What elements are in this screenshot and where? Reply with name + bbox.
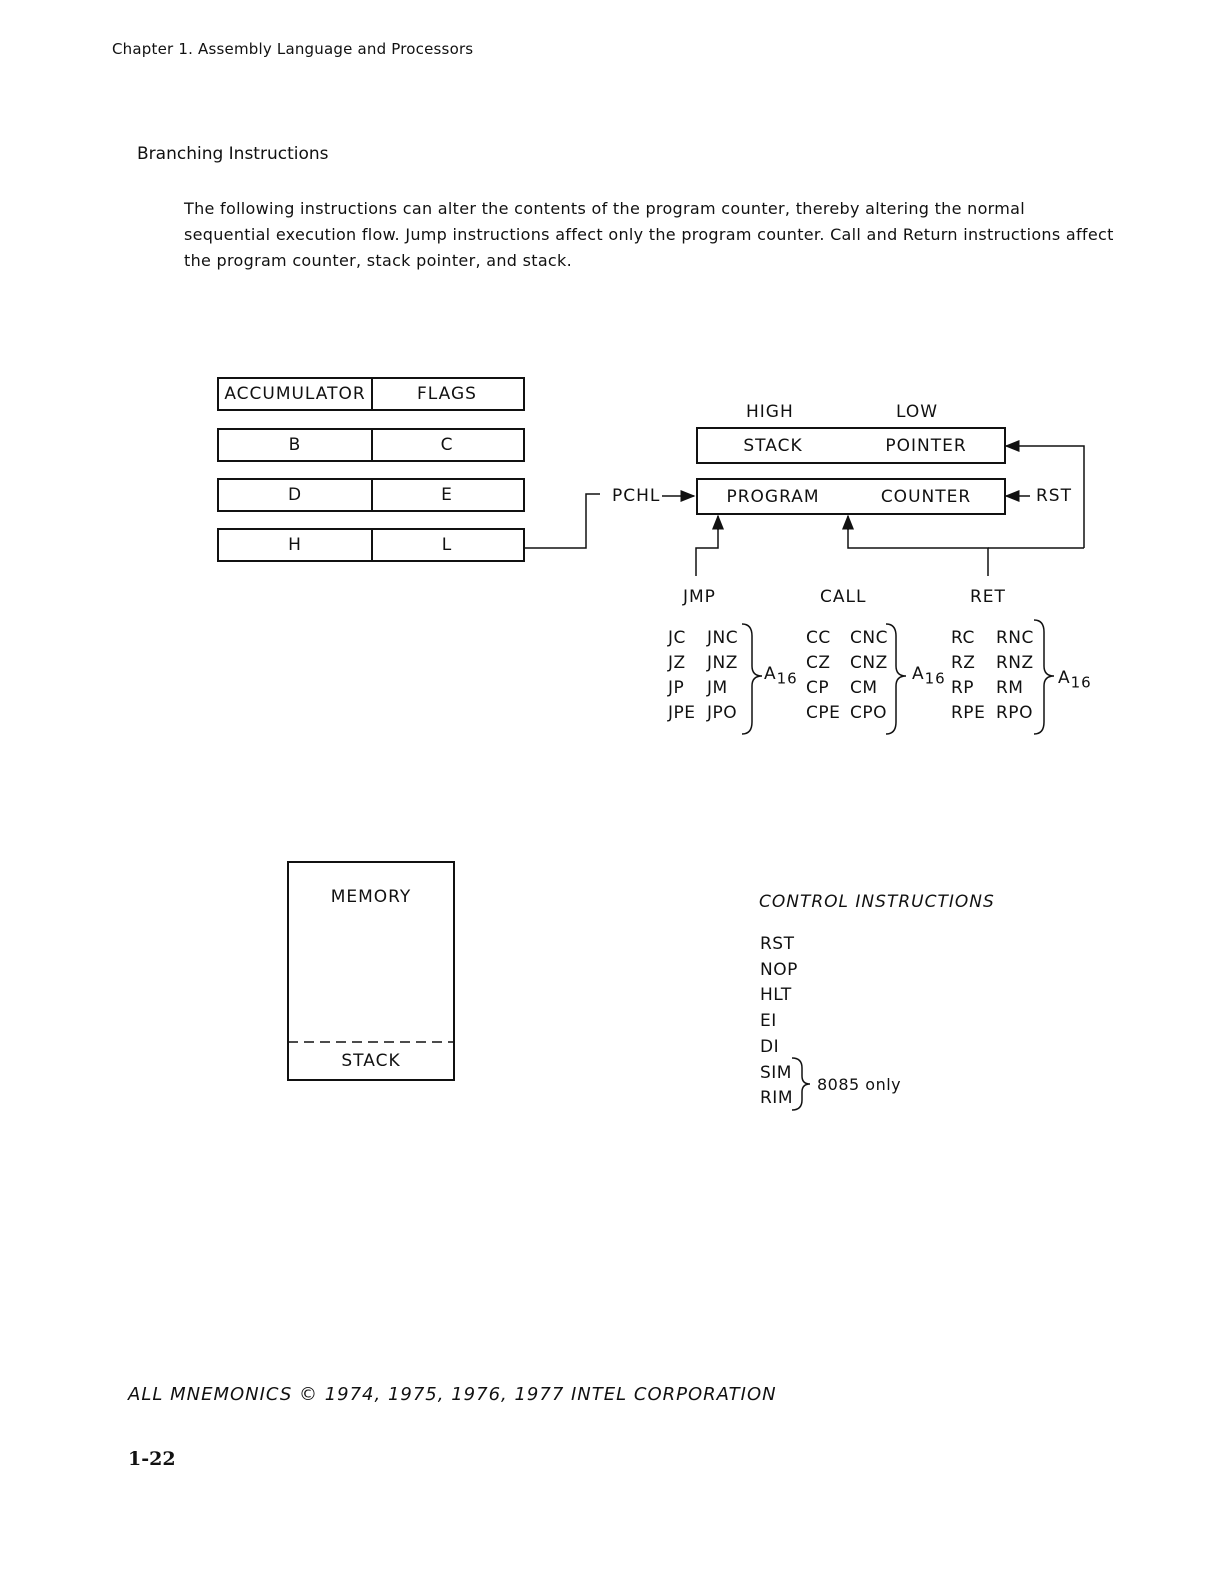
page-number: 1-22: [128, 1448, 176, 1470]
bc-register: [217, 428, 525, 462]
stack-pointer-register: [696, 427, 1006, 464]
operand-letter: A: [912, 664, 925, 684]
call-right-column: [850, 626, 888, 726]
operand-letter: A: [1058, 668, 1071, 688]
accumulator-flags-register: [217, 377, 525, 411]
mnemonic: JP: [668, 678, 685, 698]
ret-operand: [1058, 668, 1092, 691]
hl-to-pchl-line: [524, 494, 600, 548]
mnemonic: CZ: [806, 653, 831, 673]
program-cell: PROGRAM: [726, 486, 820, 507]
call-title: CALL: [820, 587, 867, 607]
mnemonic: JPE: [668, 703, 696, 723]
stack-cell: STACK: [743, 435, 803, 456]
intro-text: The following instructions can alter the contents of the program counter, thereby altering the normal sequential execution flow. Jump instructions affect only the program counter. Call and Return instructions affect the program counter, stack pointer, and stack.: [184, 199, 1114, 270]
pchl-label: PCHL: [612, 486, 661, 506]
mnemonic: JNZ: [707, 653, 738, 673]
mnemonic: CM: [850, 678, 878, 698]
control-item: HLT: [760, 985, 792, 1006]
ret-brace: [1034, 620, 1054, 734]
sim-rim-note: 8085 only: [817, 1075, 902, 1094]
counter-cell: COUNTER: [880, 486, 972, 507]
call-brace: [886, 624, 906, 734]
mnemonic: RP: [951, 678, 975, 698]
mnemonic: RZ: [951, 653, 976, 673]
high-label: HIGH: [746, 402, 794, 422]
mnemonic: CP: [806, 678, 830, 698]
control-item: RIM: [760, 1088, 793, 1109]
mnemonic: JNC: [707, 628, 739, 648]
control-item: NOP: [760, 959, 798, 980]
mnemonic: CNZ: [850, 653, 888, 673]
pointer-cell: POINTER: [885, 435, 967, 456]
jmp-right-column: [707, 626, 738, 726]
running-header: Chapter 1. Assembly Language and Processors: [112, 40, 474, 58]
e-cell: E: [441, 485, 453, 505]
jmp-operand: [764, 664, 798, 687]
c-cell: C: [440, 435, 454, 455]
mnemonic: RC: [951, 628, 975, 648]
call-operand: [912, 664, 946, 687]
h-cell: H: [219, 530, 373, 560]
mnemonic: JPO: [707, 703, 738, 723]
ret-right-column: [996, 626, 1034, 726]
flags-cell: FLAGS: [417, 384, 477, 404]
copyright-footer: ALL MNEMONICS © 1974, 1975, 1976, 1977 INTEL CORPORATION: [128, 1384, 777, 1405]
mnemonic: CC: [806, 628, 831, 648]
mnemonic: RM: [996, 678, 1024, 698]
control-item: SIM: [760, 1062, 792, 1083]
call-left-column: [806, 626, 840, 726]
mnemonic: RPO: [996, 703, 1033, 723]
de-register: [217, 478, 525, 512]
memory-box: [287, 861, 455, 1081]
rst-label: RST: [1036, 486, 1072, 506]
operand-letter: A: [764, 664, 777, 684]
mnemonic: CPO: [850, 703, 888, 723]
low-label: LOW: [896, 402, 939, 422]
control-item: EI: [760, 1011, 777, 1032]
operand-subscript: 16: [776, 669, 798, 688]
jmp-title: JMP: [683, 587, 716, 607]
mnemonic: JC: [668, 628, 686, 648]
hl-register: [217, 528, 525, 562]
memory-title: MEMORY: [330, 887, 412, 907]
memory-stack-label: STACK: [341, 1051, 401, 1071]
d-cell: D: [219, 480, 373, 510]
mnemonic: CPE: [806, 703, 841, 723]
accumulator-cell: ACCUMULATOR: [219, 379, 373, 409]
control-title: CONTROL INSTRUCTIONS: [759, 892, 995, 912]
mnemonic: RNZ: [996, 653, 1034, 673]
control-item: RST: [760, 934, 795, 954]
ret-title: RET: [970, 587, 1006, 607]
mnemonic: JM: [707, 678, 728, 698]
mnemonic: CNC: [850, 628, 888, 648]
control-list: [760, 932, 798, 1112]
jmp-brace: [742, 624, 762, 734]
operand-subscript: 16: [924, 669, 946, 688]
b-cell: B: [219, 430, 373, 460]
section-title: Branching Instructions: [137, 144, 329, 164]
mnemonic: RPE: [951, 703, 986, 723]
mnemonic: RNC: [996, 628, 1034, 648]
program-counter-register: [696, 478, 1006, 515]
l-cell: L: [441, 535, 453, 555]
operand-subscript: 16: [1070, 673, 1092, 692]
jmp-left-column: [668, 626, 696, 726]
ret-left-column: [951, 626, 985, 726]
mnemonic: JZ: [668, 653, 686, 673]
control-item: DI: [760, 1036, 780, 1057]
